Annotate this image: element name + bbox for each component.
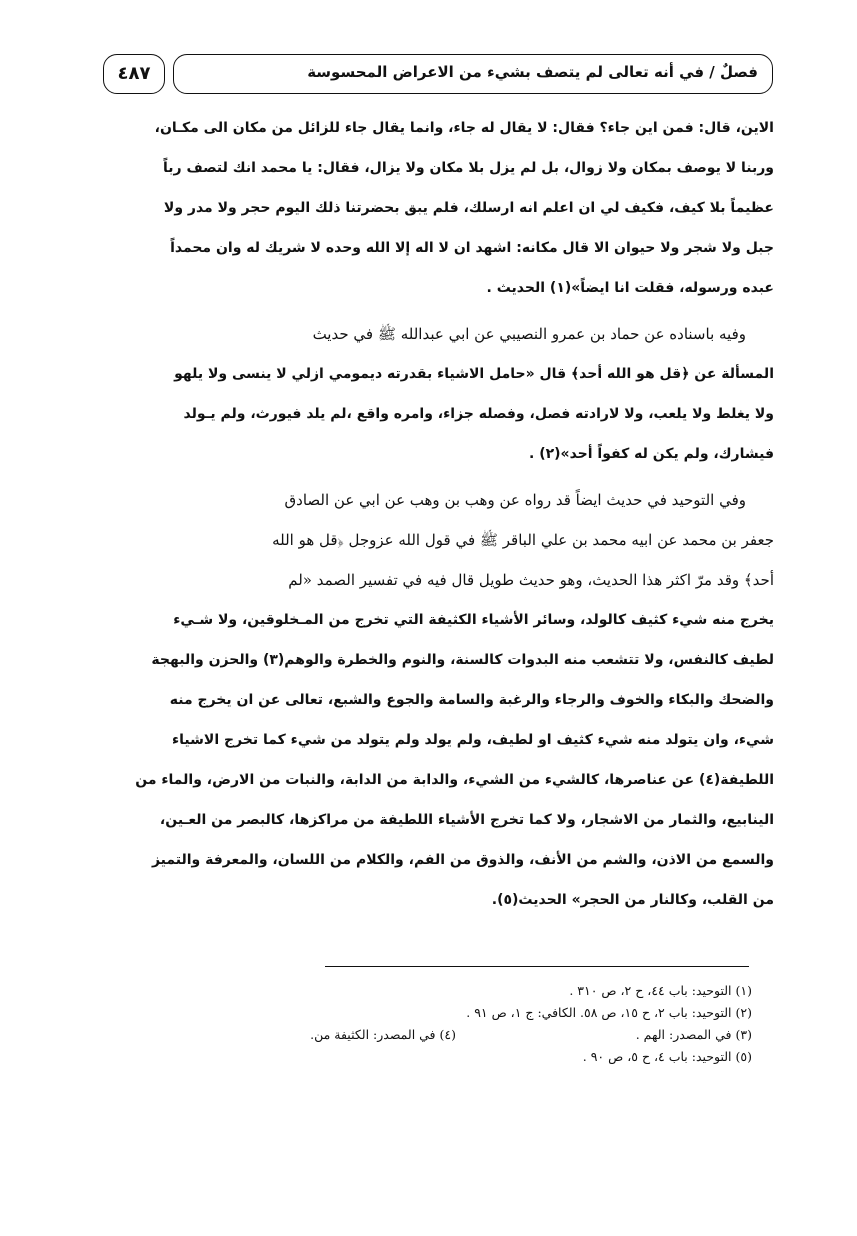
text-line: المسألة عن ﴿قل هو الله أحد﴾ قال «حامل الاشياء بقدرته ديمومي ازلي لا ينسى ولا يلهو — [174, 366, 774, 382]
text-line: عظيماً بلا كيف، فكيف لي ان اعلم انه ارسلك، فلم يبق بحضرتنا ذلك اليوم حجر ولا مدر ولا — [163, 200, 774, 216]
text-line: ولا يغلط ولا يلعب، ولا لارادته فصل، وفصله جزاء، وامره واقع ،لم يلد فيورث، ولم يـولد — [183, 406, 774, 422]
chapter-title: فصلٌ / في أنه تعالى لم يتصف بشيء من الاعراض المحسوسة — [307, 63, 758, 81]
footnote-2: (٢) التوحيد: باب ٢، ح ١٥، ص ٥٨. الكافي: ج ١، ص ٩١ . — [466, 1005, 752, 1020]
text-line: من القلب، وكالنار من الحجر» الحديث(٥). — [491, 892, 774, 908]
text-line: والسمع من الاذن، والشم من الأنف، والذوق من الفم، والكلام من اللسان، والمعرفة والتميز — [151, 852, 774, 868]
text-line: وربنا لا يوصف بمكان ولا زوال، بل لم يزل بلا مكان ولا يزال، فقال: يا محمد انك لتصف رباً — [163, 160, 774, 176]
text-line: يخرج منه شيء كثيف كالولد، وسائر الأشياء الكثيفة التي تخرج من المـخلوقين، ولا شـيء — [173, 612, 774, 628]
text-line: جبل ولا شجر ولا حيوان الا قال مكانه: اشهد ان لا اله إلا الله وحده لا شريك له وان محمداً — [170, 240, 774, 256]
footnote-1: (١) التوحيد: باب ٤٤، ح ٢، ص ٣١٠ . — [569, 983, 752, 998]
footnote-3: (٣) في المصدر: الهم . — [635, 1027, 752, 1042]
text-line: اللطيفة(٤) عن عناصرها، كالشيء من الشيء، والدابة من الدابة، والنبات من الارض، والماء من — [135, 772, 774, 788]
text-line: لطيف كالنفس، ولا تتشعب منه البدوات كالسنة، والنوم والخطرة والوهم(٣) والحزن والبهجة — [151, 652, 774, 668]
text-line: الينابيع، والثمار من الاشجار، ولا كما تخرج الأشياء اللطيفة من مراكزها، كالبصر من العـين، — [159, 812, 774, 828]
page-number-frame — [103, 54, 165, 94]
footnote-5: (٥) التوحيد: باب ٤، ح ٥، ص ٩٠ . — [582, 1049, 752, 1064]
text-line: أحد﴾ وقد مرّ اكثر هذا الحديث، وهو حديث طويل قال فيه في تفسير الصمد «لم — [288, 571, 774, 589]
footnote-4: (٤) في المصدر: الكثيفة من. — [310, 1027, 456, 1042]
footnote-divider — [325, 966, 749, 967]
text-line: الاين، قال: فمن اين جاء؟ فقال: لا يقال له جاء، وانما يقال جاء للزائل من مكان الى مكـان، — [154, 120, 774, 136]
footnotes — [104, 980, 752, 1068]
text-line: عبده ورسوله، فقلت انا ايضاً»(١) الحديث . — [486, 280, 774, 296]
text-line: شيء، وان يتولد منه شيء كثيف او لطيف، ولم يولد ولم يتولد من شيء كما تخرج الاشياء — [172, 732, 774, 748]
page-number: ٤٨٧ — [117, 63, 151, 84]
text-line: جعفر بن محمد عن ابيه محمد بن علي الباقر ﷺ في قول الله عزوجل ﴿قل هو الله — [272, 531, 774, 549]
text-line: فيشارك، ولم يكن له كفواً أحد»(٢) . — [529, 446, 774, 462]
header-title-frame — [173, 54, 773, 94]
paragraph-start-line: وفي التوحيد في حديث ايضاً قد رواه عن وهب بن وهب عن ابي عن الصادق — [284, 491, 746, 509]
text-line: والضحك والبكاء والخوف والرجاء والرغبة والسامة والجوع والشبع، تعالى عن ان يخرج منه — [169, 692, 774, 708]
paragraph-start-line: وفيه باسناده عن حماد بن عمرو النصيبي عن ابي عبدالله ﷺ في حديث — [312, 325, 746, 343]
main-text — [104, 108, 774, 920]
footnote-row — [104, 1024, 752, 1046]
page-header — [103, 52, 773, 96]
